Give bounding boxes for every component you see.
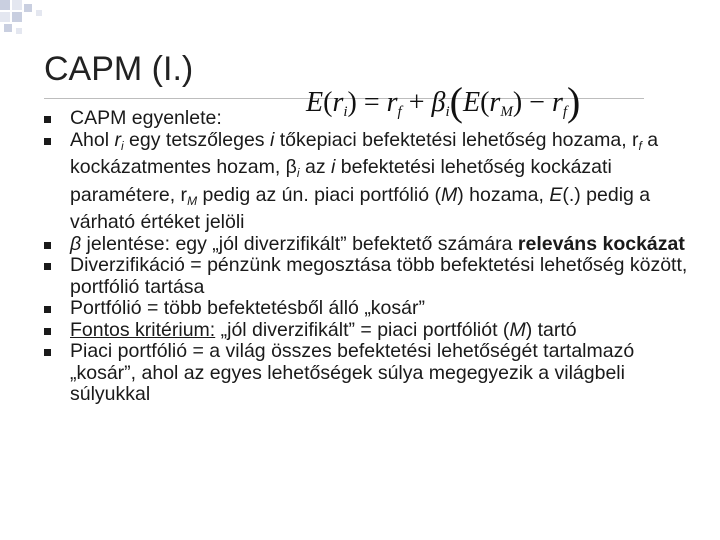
square-bullet-icon: [44, 242, 51, 249]
list-item: Diverzifikáció = pénzünk megosztása több befektetési lehetőség között, portfólió tartása: [44, 255, 704, 298]
list-item: Ahol $r_i$ egy tetszőleges i tőkepiaci befektetési lehetőség hozama, $r_f$ a kockázatmentes hozam, $\beta_i$ az i befektetési lehetőség kockázati paramétere, $r_M$ pedig az ún. piaci portfólió (M) hozama, E(.) pedig a várható értéket jelöli: [44, 130, 704, 234]
square-bullet-icon: [44, 263, 51, 270]
page-title: CAPM (I.): [44, 50, 194, 88]
square-bullet-icon: [44, 306, 51, 313]
bullet-list: [44, 108, 704, 406]
list-item: β jelentése: egy „jól diverzifikált” befektető számára releváns kockázat: [44, 234, 704, 256]
list-item: Portfólió = több befektetésből álló „kosár”: [44, 298, 704, 320]
square-bullet-icon: [44, 328, 51, 335]
list-item: Piaci portfólió = a világ összes befektetési lehetőségét tartalmazó „kosár”, ahol az egyes lehetőségek súlya megegyezik a világbeli súlyukkal: [44, 341, 704, 406]
list-item: CAPM egyenlete:: [44, 108, 704, 130]
square-bullet-icon: [44, 138, 51, 145]
square-bullet-icon: [44, 349, 51, 356]
capm-formula: $E(r_i) = r_f + \beta_i(E(r_M) - r_f)$: [306, 79, 581, 124]
corner-decoration: [0, 0, 60, 50]
list-item: Fontos kritérium: „jól diverzifikált” = piaci portfóliót (M) tartó: [44, 320, 704, 342]
square-bullet-icon: [44, 116, 51, 123]
